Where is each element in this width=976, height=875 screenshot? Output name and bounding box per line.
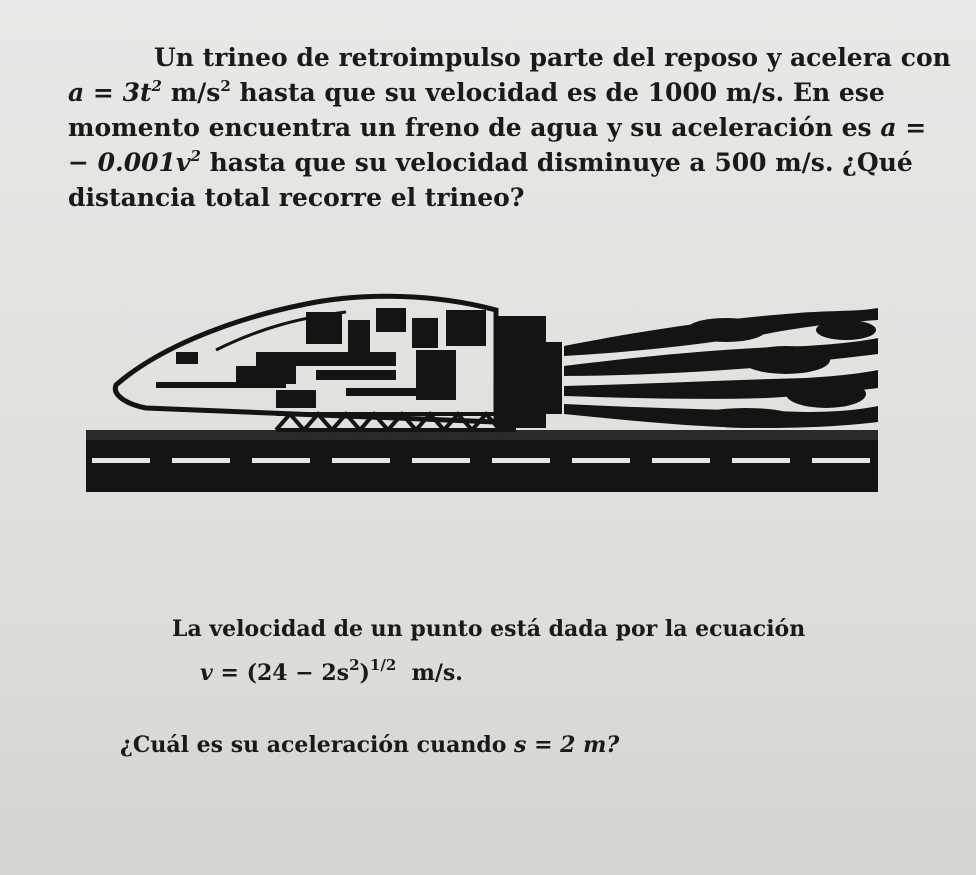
problem-1-line-2-text: hasta que su velocidad es de 1000 m/s. En ese <box>239 78 885 107</box>
equals-sign: = <box>92 78 114 107</box>
velocity-unit: m/s. <box>411 660 463 686</box>
problem-2-intro: La velocidad de un punto está dada por la ecuación <box>172 616 806 642</box>
problem-1-line-4-text: hasta que su velocidad disminuye a 500 m/s. ¿Qué <box>209 148 913 177</box>
track-bed <box>86 438 878 492</box>
problem-1-line-3-text: momento encuentra un freno de agua y su aceleración es <box>68 113 872 142</box>
velocity-variable: v <box>200 660 213 686</box>
accel-unit: $m/s^2$ <box>170 77 231 107</box>
engine-nozzle <box>546 342 562 414</box>
problem-rocket-sled <box>68 40 951 215</box>
problem-1-line-4 <box>68 145 928 180</box>
problem-1-line-1: Un trineo de retroimpulso parte del reposo y acelera con <box>154 43 951 72</box>
problem-2-question <box>120 732 619 758</box>
accel-variable: a <box>68 78 85 107</box>
problem-1-line-5: distancia total recorre el trineo? <box>68 183 525 212</box>
position-condition: s = 2 m? <box>514 732 620 758</box>
sled-machinery <box>156 308 486 408</box>
engine-block <box>496 316 546 428</box>
velocity-expression: $(24 - 2s^2)^{1/2}$ <box>246 656 397 686</box>
accel-variable-2: a <box>880 113 897 142</box>
problem-2-question-text: ¿Cuál es su aceleración cuando <box>120 732 507 758</box>
brake-accel-expression: − $0.001v^2$ <box>68 147 201 177</box>
velocity-equals: = <box>220 660 239 686</box>
accel-expression: $3t^2$ <box>122 77 162 107</box>
equals-sign-2: = <box>905 113 927 142</box>
problem-1-line-3 <box>68 110 928 145</box>
velocity-equation <box>200 656 463 686</box>
exhaust-plume <box>564 308 878 428</box>
problem-1-line-2 <box>68 75 928 110</box>
rocket-sled-illustration <box>86 290 878 500</box>
